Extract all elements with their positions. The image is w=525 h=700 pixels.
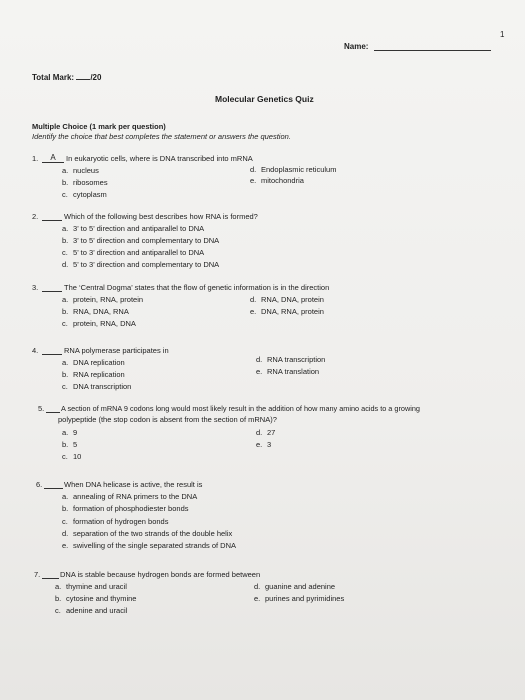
option-letter: b.	[55, 594, 62, 603]
option-text: DNA replication	[73, 358, 125, 367]
option-letter: b.	[62, 236, 69, 245]
option-c[interactable]	[62, 190, 107, 199]
option-text: protein, RNA, DNA	[73, 319, 136, 328]
option-text: 5	[73, 440, 78, 449]
answer-blank[interactable]	[44, 479, 63, 489]
option-b[interactable]	[55, 594, 136, 603]
option-letter: d.	[62, 260, 69, 269]
option-e[interactable]	[256, 440, 271, 449]
option-b[interactable]	[62, 307, 129, 316]
option-e[interactable]	[254, 594, 344, 603]
option-text: 3	[267, 440, 272, 449]
option-letter: b.	[62, 307, 69, 316]
option-text: guanine and adenine	[265, 582, 336, 591]
section-heading: Multiple Choice (1 mark per question)	[32, 122, 166, 131]
option-letter: a.	[55, 582, 62, 591]
option-text: RNA, DNA, protein	[261, 295, 324, 304]
question-stem: The ‘Central Dogma’ states that the flow of genetic information is in the direction	[64, 283, 330, 292]
option-letter: e.	[256, 367, 263, 376]
option-letter: d.	[256, 428, 263, 437]
option-a[interactable]	[62, 358, 125, 367]
section-instructions: Identify the choice that best completes the statement or answers the question.	[32, 132, 291, 141]
option-letter: e.	[256, 440, 263, 449]
total-mark-field[interactable]	[76, 79, 90, 80]
option-letter: a.	[62, 224, 69, 233]
question-number: 7.	[34, 570, 41, 579]
option-a[interactable]	[55, 582, 127, 591]
question-stem: RNA polymerase participates in	[64, 346, 169, 355]
option-letter: b.	[62, 178, 69, 187]
option-letter: a.	[62, 428, 69, 437]
option-letter: d.	[256, 355, 263, 364]
question-stem: Which of the following best describes how RNA is formed?	[64, 212, 258, 221]
option-letter: d.	[250, 295, 257, 304]
option-d[interactable]	[256, 428, 275, 437]
option-text: ribosomes	[73, 178, 108, 187]
option-letter: b.	[62, 440, 69, 449]
option-text: mitochondria	[261, 176, 304, 185]
total-mark-label: Total Mark:	[32, 73, 75, 82]
option-letter: d.	[254, 582, 261, 591]
option-letter: d.	[62, 529, 69, 538]
page-title: Molecular Genetics Quiz	[215, 94, 314, 104]
option-letter: e.	[250, 176, 257, 185]
option-b[interactable]	[62, 504, 189, 513]
name-label: Name:	[344, 42, 369, 51]
option-c[interactable]	[55, 606, 127, 615]
option-text: 3’ to 5’ direction and complementary to DNA	[73, 236, 220, 245]
option-c[interactable]	[62, 517, 168, 526]
option-text: formation of phosphodiester bonds	[73, 504, 189, 513]
answer-blank[interactable]	[46, 403, 60, 413]
option-b[interactable]	[62, 236, 219, 245]
option-e[interactable]	[62, 541, 236, 550]
option-text: swivelling of the single separated strands of DNA	[73, 541, 237, 550]
option-text: 9	[73, 428, 78, 437]
answer-blank[interactable]	[42, 282, 62, 292]
option-letter: a.	[62, 295, 69, 304]
option-d[interactable]	[62, 260, 219, 269]
option-d[interactable]	[254, 582, 335, 591]
option-d[interactable]	[250, 295, 324, 304]
question-number: 2.	[32, 212, 39, 221]
option-letter: c.	[62, 248, 68, 257]
option-text: 27	[267, 428, 276, 437]
question-stem-line-2: polypeptide (the stop codon is absent from the section of mRNA)?	[58, 415, 277, 424]
option-text: RNA translation	[267, 367, 320, 376]
option-text: cytoplasm	[73, 190, 107, 199]
option-text: annealing of RNA primers to the DNA	[73, 492, 198, 501]
option-letter: d.	[250, 165, 257, 174]
option-text: thymine and uracil	[66, 582, 127, 591]
question-number: 1.	[32, 154, 39, 163]
option-d[interactable]	[250, 165, 336, 174]
answer-blank[interactable]	[42, 211, 62, 221]
question-number: 3.	[32, 283, 39, 292]
option-letter: e.	[250, 307, 257, 316]
option-text: DNA, RNA, protein	[261, 307, 324, 316]
option-letter: a.	[62, 492, 69, 501]
option-a[interactable]	[62, 295, 143, 304]
option-d[interactable]	[62, 529, 232, 538]
option-letter: c.	[62, 319, 68, 328]
answer-blank[interactable]: A	[42, 153, 64, 163]
question-stem: DNA is stable because hydrogen bonds are formed between	[60, 570, 261, 579]
option-text: 3’ to 5’ direction and antiparallel to DNA	[73, 224, 205, 233]
option-text: DNA transcription	[73, 382, 132, 391]
total-mark-out-of: /20	[90, 73, 102, 82]
option-text: adenine and uracil	[66, 606, 128, 615]
question-stem: When DNA helicase is active, the result is	[64, 480, 203, 489]
option-letter: c.	[62, 190, 68, 199]
answer-blank[interactable]	[42, 569, 59, 579]
option-text: separation of the two strands of the double helix	[73, 529, 233, 538]
question-stem: A section of mRNA 9 codons long would most likely result in the addition of how many amino acids to a growing	[61, 404, 420, 413]
option-text: cytosine and thymine	[66, 594, 137, 603]
option-text: nucleus	[73, 166, 99, 175]
question-stem: In eukaryotic cells, where is DNA transcribed into mRNA	[66, 154, 253, 163]
option-e[interactable]	[250, 176, 304, 185]
answer-blank[interactable]	[42, 345, 62, 355]
total-mark	[32, 73, 101, 82]
option-text: purines and pyrimidines	[265, 594, 345, 603]
option-e[interactable]	[250, 307, 324, 316]
name-field[interactable]	[374, 50, 491, 51]
option-text: RNA replication	[73, 370, 125, 379]
option-letter: b.	[62, 370, 69, 379]
option-letter: a.	[62, 358, 69, 367]
option-letter: e.	[254, 594, 261, 603]
option-c[interactable]	[62, 382, 131, 391]
option-text: 10	[73, 452, 82, 461]
option-letter: b.	[62, 504, 69, 513]
option-b[interactable]	[62, 370, 125, 379]
option-a[interactable]	[62, 428, 77, 437]
option-letter: c.	[62, 382, 68, 391]
option-d[interactable]	[256, 355, 325, 364]
option-e[interactable]	[256, 367, 319, 376]
option-text: formation of hydrogen bonds	[73, 517, 169, 526]
option-letter: a.	[62, 166, 69, 175]
option-letter: c.	[62, 452, 68, 461]
option-text: RNA transcription	[267, 355, 326, 364]
option-text: protein, RNA, protein	[73, 295, 144, 304]
option-b[interactable]	[62, 440, 77, 449]
option-letter: c.	[62, 517, 68, 526]
option-c[interactable]	[62, 452, 81, 461]
option-b[interactable]	[62, 178, 108, 187]
option-c[interactable]	[62, 248, 204, 257]
question-number: 6.	[36, 480, 43, 489]
option-text: Endoplasmic reticulum	[261, 165, 337, 174]
option-a[interactable]	[62, 492, 197, 501]
option-a[interactable]	[62, 224, 204, 233]
option-text: 5’ to 3’ direction and antiparallel to DNA	[73, 248, 205, 257]
option-a[interactable]	[62, 166, 99, 175]
option-letter: c.	[55, 606, 61, 615]
question-number: 5.	[38, 404, 45, 413]
option-c[interactable]	[62, 319, 136, 328]
option-letter: e.	[62, 541, 69, 550]
option-text: 5’ to 3’ direction and complementary to DNA	[73, 260, 220, 269]
page-number: 1	[500, 30, 505, 39]
option-text: RNA, DNA, RNA	[73, 307, 129, 316]
question-number: 4.	[32, 346, 39, 355]
